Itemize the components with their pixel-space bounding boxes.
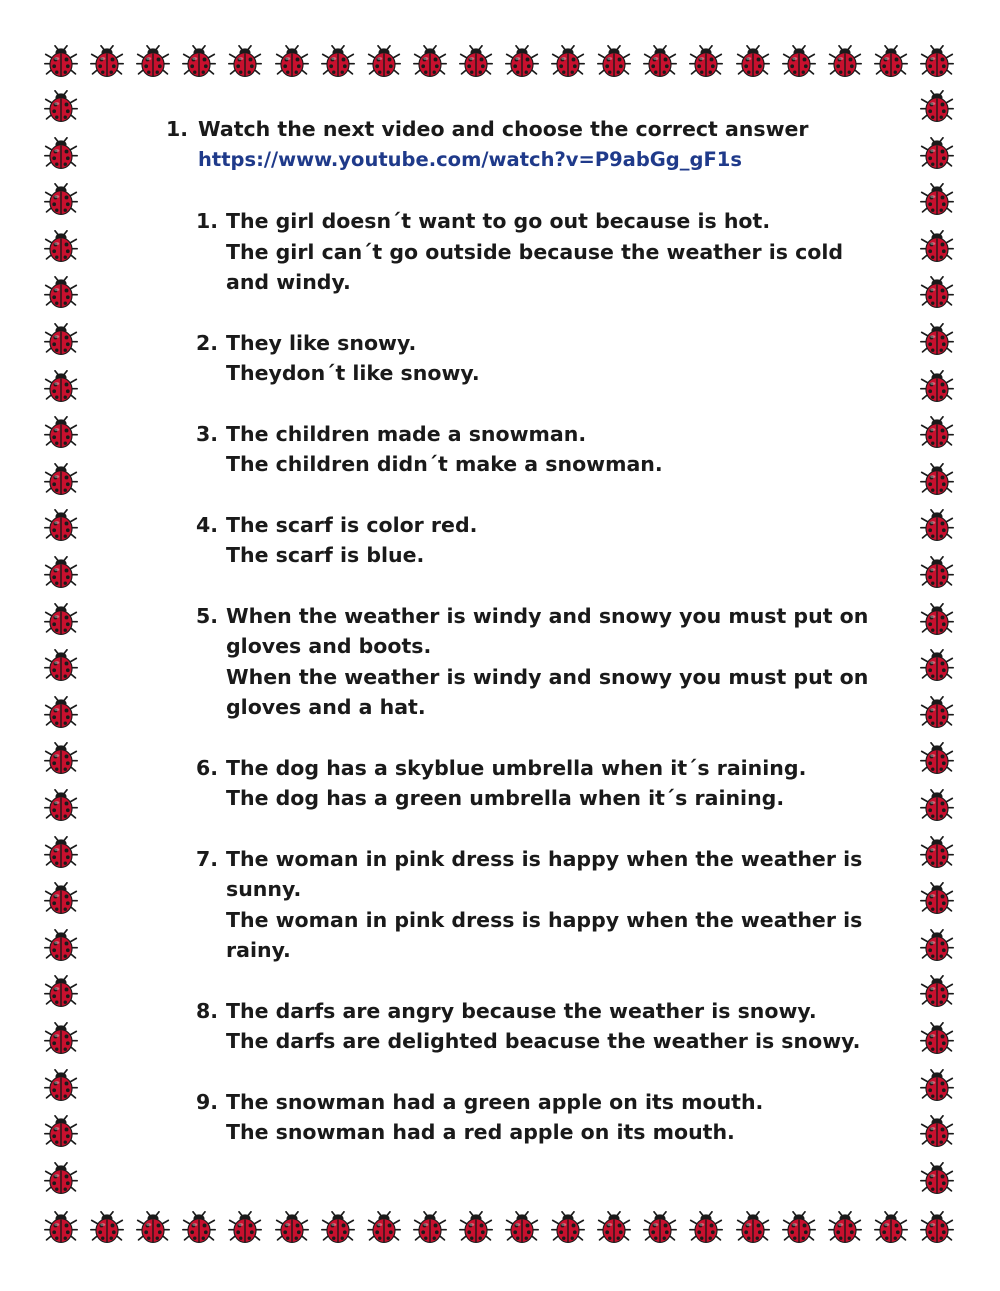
ladybug-icon <box>505 45 539 79</box>
question-number: 2. <box>196 330 219 355</box>
ladybug-icon <box>44 1022 78 1056</box>
answer-option[interactable]: The dog has a skyblue umbrella when it´s raining. <box>226 755 807 780</box>
question-list <box>196 206 886 1148</box>
ladybug-icon <box>920 789 954 823</box>
ladybug-icon <box>920 836 954 870</box>
ladybug-icon <box>920 975 954 1009</box>
question-number: 4. <box>196 512 219 537</box>
ladybug-icon <box>920 742 954 776</box>
ladybug-icon <box>874 1211 908 1245</box>
answer-option[interactable]: The woman in pink dress is happy when the weather is rainy. <box>226 907 863 962</box>
ladybug-icon <box>44 45 78 79</box>
ladybug-icon <box>920 1115 954 1149</box>
ladybug-icon <box>920 323 954 357</box>
question-number: 8. <box>196 998 219 1023</box>
question-8 <box>196 996 886 1057</box>
ladybug-icon <box>736 45 770 79</box>
ladybug-icon <box>44 1115 78 1149</box>
question-4 <box>196 510 886 571</box>
answer-option[interactable]: The scarf is blue. <box>226 543 425 567</box>
ladybug-icon <box>920 463 954 497</box>
instruction-text: Watch the next video and choose the correct answer <box>198 117 809 141</box>
question-number: 9. <box>196 1089 219 1114</box>
ladybug-icon <box>920 649 954 683</box>
ladybug-icon <box>44 789 78 823</box>
question-3 <box>196 419 886 480</box>
ladybug-icon <box>920 45 954 79</box>
ladybug-icon <box>920 1211 954 1245</box>
ladybug-icon <box>44 370 78 404</box>
ladybug-icon <box>920 276 954 310</box>
ladybug-icon <box>44 1162 78 1196</box>
ladybug-icon <box>689 1211 723 1245</box>
worksheet <box>166 114 886 1178</box>
ladybug-icon <box>551 1211 585 1245</box>
answer-option[interactable]: The woman in pink dress is happy when the weather is sunny. <box>226 846 863 901</box>
answer-option[interactable]: The children didn´t make a snowman. <box>226 452 663 476</box>
ladybug-icon <box>920 603 954 637</box>
ladybug-icon <box>44 276 78 310</box>
question-number: 6. <box>196 755 219 780</box>
question-number: 7. <box>196 846 219 871</box>
ladybug-icon <box>44 509 78 543</box>
ladybug-icon <box>643 45 677 79</box>
ladybug-icon <box>505 1211 539 1245</box>
ladybug-icon <box>920 882 954 916</box>
question-number: 3. <box>196 421 219 446</box>
ladybug-icon <box>90 45 124 79</box>
ladybug-icon <box>874 45 908 79</box>
ladybug-icon <box>44 603 78 637</box>
ladybug-icon <box>920 230 954 264</box>
ladybug-icon <box>44 975 78 1009</box>
ladybug-icon <box>782 1211 816 1245</box>
ladybug-icon <box>828 1211 862 1245</box>
video-link[interactable]: https://www.youtube.com/watch?v=P9abGg_gF1s <box>198 147 742 171</box>
ladybug-icon <box>920 1022 954 1056</box>
ladybug-icon <box>828 45 862 79</box>
ladybug-icon <box>920 696 954 730</box>
ladybug-icon <box>689 45 723 79</box>
instruction-number: 1. <box>166 117 189 141</box>
answer-option[interactable]: The snowman had a red apple on its mouth. <box>226 1120 735 1144</box>
ladybug-icon <box>782 45 816 79</box>
ladybug-icon <box>44 416 78 450</box>
ladybug-icon <box>44 556 78 590</box>
answer-option[interactable]: The girl can´t go outside because the weather is cold and windy. <box>226 239 844 294</box>
ladybug-icon <box>920 556 954 590</box>
ladybug-icon <box>44 90 78 124</box>
ladybug-icon <box>920 90 954 124</box>
ladybug-icon <box>182 45 216 79</box>
question-7 <box>196 844 886 966</box>
ladybug-icon <box>367 45 401 79</box>
ladybug-icon <box>44 882 78 916</box>
ladybug-icon <box>551 45 585 79</box>
ladybug-icon <box>44 696 78 730</box>
ladybug-icon <box>44 929 78 963</box>
question-5 <box>196 601 886 723</box>
answer-option[interactable]: The snowman had a green apple on its mouth. <box>226 1089 764 1114</box>
answer-option[interactable]: The girl doesn´t want to go out because is hot. <box>226 209 771 233</box>
ladybug-icon <box>275 45 309 79</box>
ladybug-icon <box>90 1211 124 1245</box>
ladybug-icon <box>597 45 631 79</box>
ladybug-icon <box>44 323 78 357</box>
ladybug-icon <box>44 1069 78 1103</box>
answer-option[interactable]: The darfs are delighted beacuse the weather is snowy. <box>226 1029 861 1053</box>
instruction <box>166 114 886 145</box>
answer-option[interactable]: When the weather is windy and snowy you must put on gloves and boots. <box>226 603 869 658</box>
answer-option[interactable]: They like snowy. <box>226 330 417 355</box>
question-1 <box>196 206 886 298</box>
ladybug-icon <box>275 1211 309 1245</box>
ladybug-icon <box>44 649 78 683</box>
ladybug-icon <box>920 416 954 450</box>
answer-option[interactable]: The dog has a green umbrella when it´s raining. <box>226 786 785 810</box>
ladybug-icon <box>643 1211 677 1245</box>
ladybug-icon <box>920 1162 954 1196</box>
ladybug-icon <box>44 137 78 171</box>
ladybug-icon <box>228 1211 262 1245</box>
ladybug-icon <box>44 836 78 870</box>
ladybug-icon <box>44 463 78 497</box>
ladybug-icon <box>136 1211 170 1245</box>
ladybug-icon <box>413 45 447 79</box>
ladybug-icon <box>321 1211 355 1245</box>
ladybug-icon <box>597 1211 631 1245</box>
ladybug-icon <box>920 1069 954 1103</box>
ladybug-icon <box>182 1211 216 1245</box>
question-9 <box>196 1087 886 1148</box>
ladybug-icon <box>920 183 954 217</box>
answer-option[interactable]: The children made a snowman. <box>226 421 587 446</box>
question-6 <box>196 753 886 814</box>
answer-option[interactable]: The darfs are angry because the weather is snowy. <box>226 998 817 1023</box>
ladybug-icon <box>920 929 954 963</box>
question-number: 5. <box>196 603 219 628</box>
answer-option[interactable]: When the weather is windy and snowy you must put on gloves and a hat. <box>226 664 869 719</box>
ladybug-icon <box>44 742 78 776</box>
ladybug-icon <box>228 45 262 79</box>
ladybug-icon <box>920 137 954 171</box>
ladybug-icon <box>44 183 78 217</box>
ladybug-icon <box>920 370 954 404</box>
ladybug-icon <box>321 45 355 79</box>
ladybug-icon <box>136 45 170 79</box>
ladybug-icon <box>459 1211 493 1245</box>
ladybug-icon <box>920 509 954 543</box>
ladybug-icon <box>367 1211 401 1245</box>
ladybug-icon <box>736 1211 770 1245</box>
ladybug-icon <box>44 230 78 264</box>
ladybug-icon <box>459 45 493 79</box>
answer-option[interactable]: Theydon´t like snowy. <box>226 361 480 385</box>
ladybug-icon <box>44 1211 78 1245</box>
ladybug-icon <box>413 1211 447 1245</box>
question-number: 1. <box>196 209 219 233</box>
question-2 <box>196 328 886 389</box>
answer-option[interactable]: The scarf is color red. <box>226 512 478 537</box>
